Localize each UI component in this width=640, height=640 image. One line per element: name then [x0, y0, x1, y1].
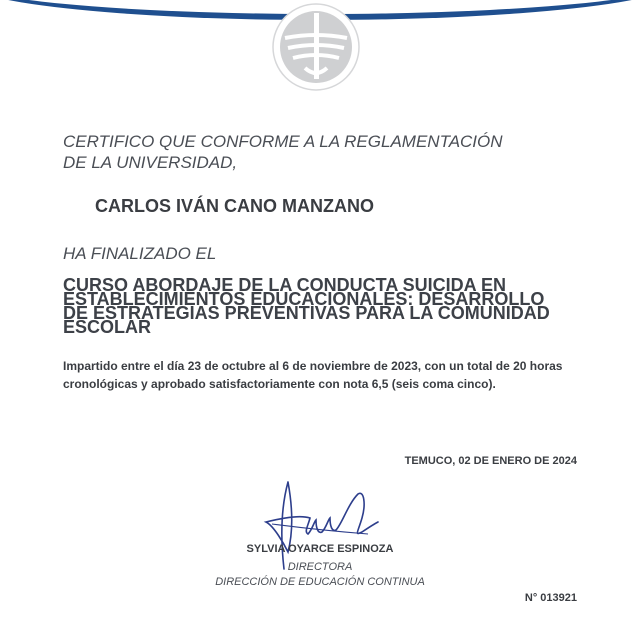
signer-role: DIRECTORA: [287, 561, 353, 573]
certification-line-1: CERTIFICO QUE CONFORME A LA REGLAMENTACIÓN: [63, 132, 503, 151]
recipient-name: CARLOS IVÁN CANO MANZANO: [95, 196, 374, 216]
certification-line-2: DE LA UNIVERSIDAD,: [63, 153, 238, 172]
course-title: CURSO ABORDAJE DE LA CONDUCTA SUICIDA EN ESTABLECIMIENTOS EDUCACIONALES: DESARROLLO DE ESTRATEGIAS PREVENTIVAS PARA LA COMUNIDAD ESCOLAR: [63, 275, 550, 337]
place-and-date: TEMUCO, 02 DE ENERO DE 2024: [404, 455, 577, 467]
course-details: Impartido entre el día 23 de octubre al 6 de noviembre de 2023, con un total de 20 horas cronológicas y aprobado satisfactoriamente con nota 6,5 (seis coma cinco).: [63, 359, 563, 391]
university-seal-icon: [271, 2, 361, 92]
certificate-number: N° 013921: [524, 592, 577, 604]
certification-statement: [63, 131, 583, 173]
signer-name: SYLVIA OYARCE ESPINOZA: [246, 543, 394, 555]
finished-label: HA FINALIZADO EL: [63, 244, 217, 263]
signer-department: DIRECCIÓN DE EDUCACIÓN CONTINUA: [215, 576, 425, 588]
